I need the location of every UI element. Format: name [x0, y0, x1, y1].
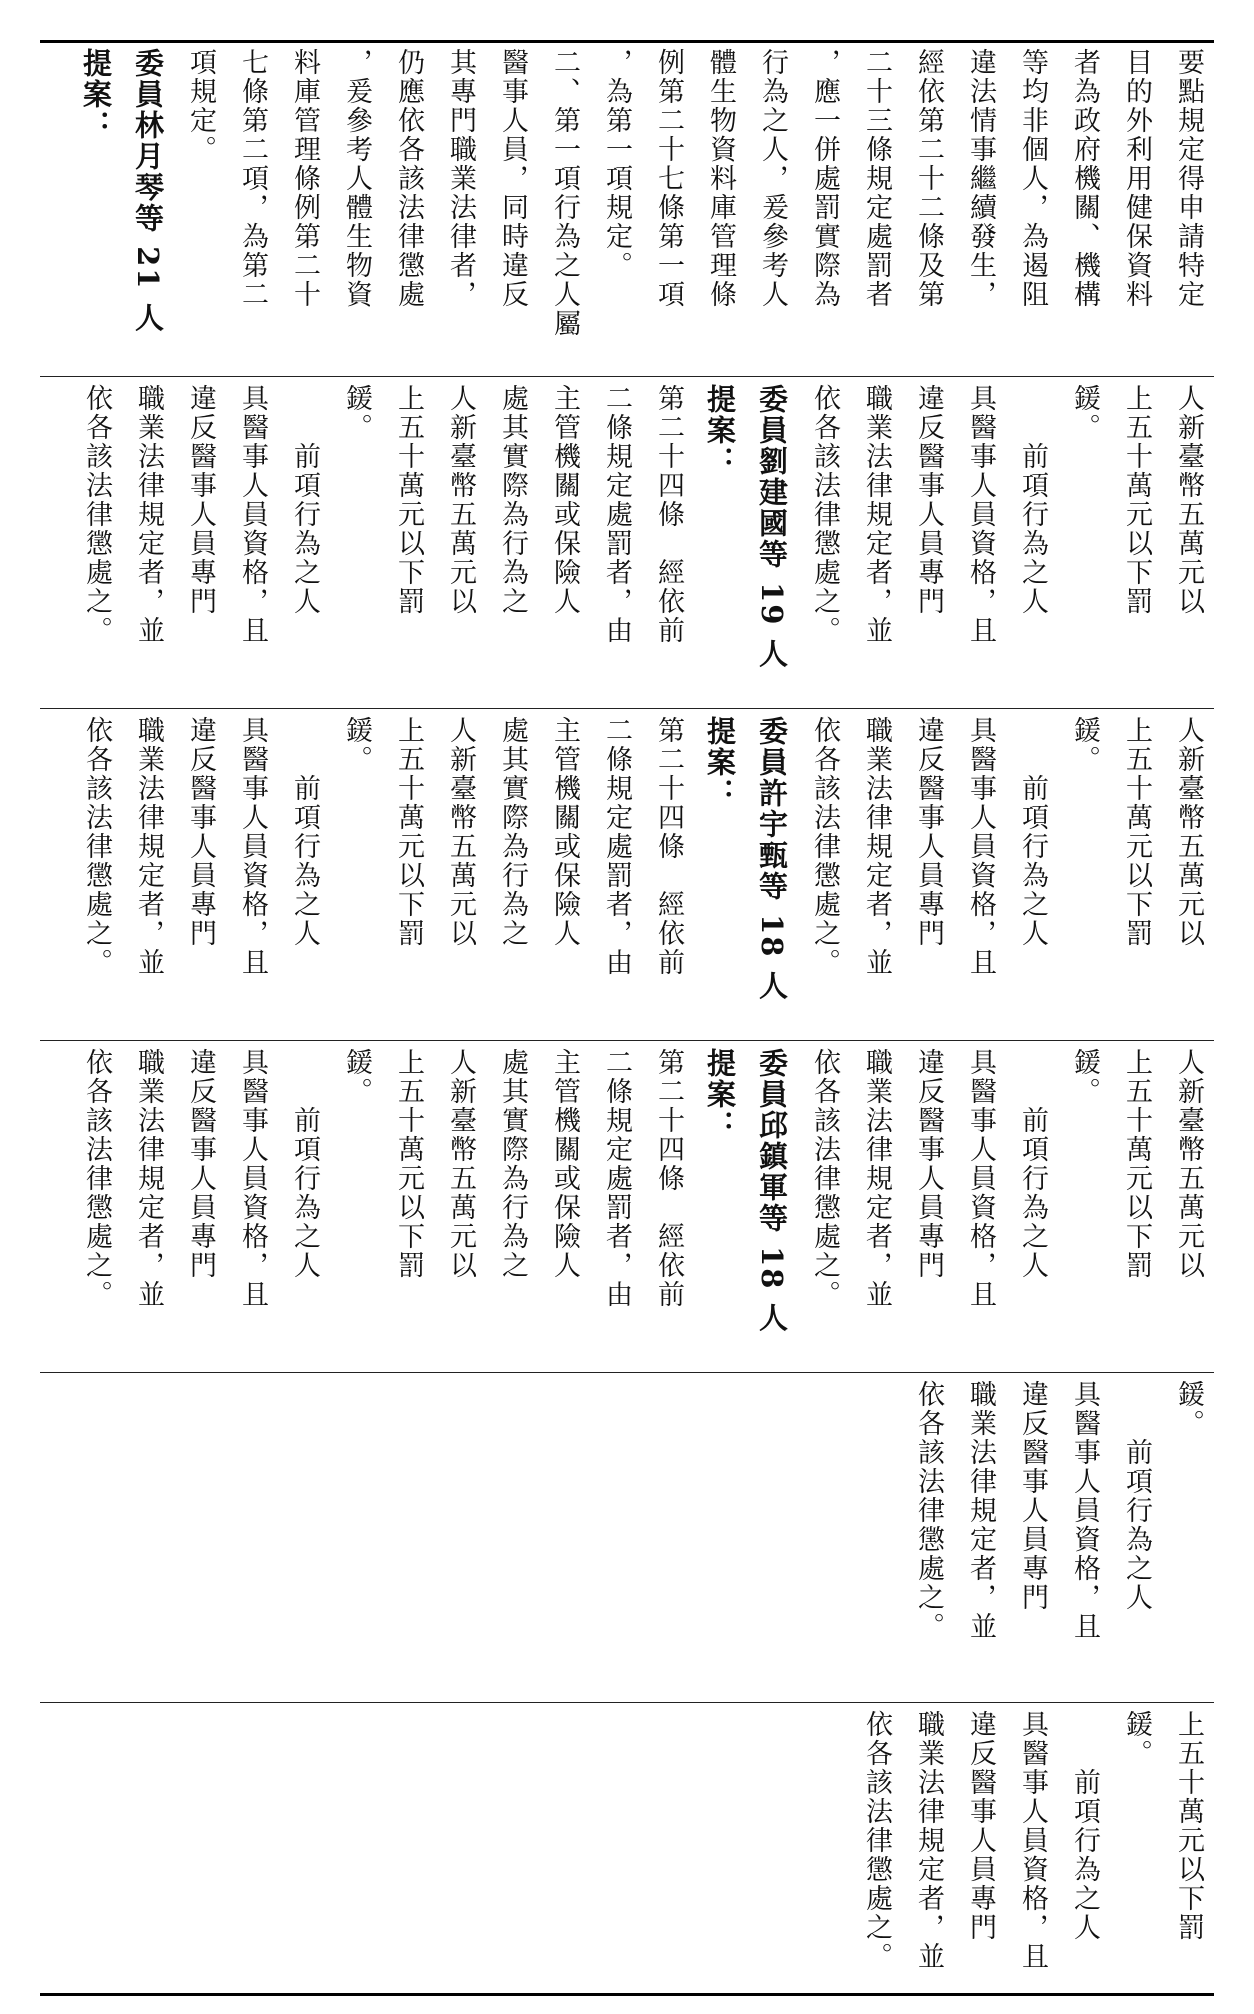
- text-column: 具醫事人員資格，且: [237, 716, 268, 977]
- text-column: ，為第一項規定。: [601, 48, 632, 280]
- section-divider: [40, 708, 1214, 709]
- text-column: 具醫事人員資格，且: [965, 1048, 996, 1309]
- text-column: 二十三條規定處罰者: [861, 48, 892, 309]
- text-column: 者為政府機關、機構: [1069, 48, 1100, 309]
- text-column: 具醫事人員資格，且: [237, 1048, 268, 1309]
- proposer-heading: 提案：: [79, 48, 113, 141]
- text-column: 違反醫事人員專門: [965, 1710, 996, 1942]
- proposer-heading: 委員林月琴等 21 人: [131, 48, 165, 334]
- section-divider: [40, 1702, 1214, 1703]
- text-column: 具醫事人員資格，且: [1017, 1710, 1048, 1971]
- text-column: 具醫事人員資格，且: [237, 384, 268, 645]
- text-column: 職業法律規定者，並: [133, 1048, 164, 1309]
- section-6: [40, 1710, 1214, 1986]
- text-column: 二條規定處罰者，由: [601, 384, 632, 645]
- text-column: 主管機關或保險人: [549, 1048, 580, 1280]
- text-column: 鍰。: [1173, 1380, 1204, 1438]
- text-column: 人新臺幣五萬元以: [1173, 384, 1204, 616]
- text-column: 違法情事繼續發生，: [965, 48, 996, 309]
- section-4: [40, 1048, 1214, 1366]
- proposer-heading: 委員邱鎮軍等 18 人: [755, 1048, 789, 1334]
- text-column: 職業法律規定者，並: [965, 1380, 996, 1641]
- text-column: ，應一併處罰實際為: [809, 48, 840, 309]
- text-column: 鍰。: [341, 1048, 372, 1106]
- text-column: 職業法律規定者，並: [861, 384, 892, 645]
- text-column: 職業法律規定者，並: [913, 1710, 944, 1971]
- text-column: 處其實際為行為之: [497, 1048, 528, 1280]
- text-column: 上五十萬元以下罰: [1173, 1710, 1204, 1942]
- text-column: 前項行為之人: [1121, 1380, 1152, 1612]
- text-column: 職業法律規定者，並: [861, 1048, 892, 1309]
- text-column: 上五十萬元以下罰: [1121, 716, 1152, 948]
- text-column: 鍰。: [1069, 1048, 1100, 1106]
- text-column: 處其實際為行為之: [497, 716, 528, 948]
- text-column: 具醫事人員資格，且: [1069, 1380, 1100, 1641]
- text-column: 第二十四條 經依前: [653, 1048, 684, 1309]
- text-column: 二條規定處罰者，由: [601, 1048, 632, 1309]
- proposer-heading: 委員許宇甄等 18 人: [755, 716, 789, 1002]
- section-5: [40, 1380, 1214, 1698]
- text-column: 第二十四條 經依前: [653, 716, 684, 977]
- proposer-heading: 提案：: [703, 1048, 737, 1141]
- text-column: 違反醫事人員專門: [185, 1048, 216, 1280]
- text-column: 依各該法律懲處之。: [81, 1048, 112, 1309]
- text-column: 職業法律規定者，並: [861, 716, 892, 977]
- section-divider: [40, 376, 1214, 377]
- text-column: ，爰參考人體生物資: [341, 48, 372, 309]
- text-column: 人新臺幣五萬元以: [445, 1048, 476, 1280]
- text-column: 項規定。: [185, 48, 216, 164]
- text-column: 依各該法律懲處之。: [913, 1380, 944, 1641]
- section-1: [40, 48, 1214, 368]
- text-column: 處其實際為行為之: [497, 384, 528, 616]
- text-column: 前項行為之人: [289, 1048, 320, 1280]
- bottom-rule: [40, 1993, 1214, 1996]
- text-column: 人新臺幣五萬元以: [1173, 716, 1204, 948]
- text-column: 前項行為之人: [1017, 384, 1048, 616]
- text-column: 違反醫事人員專門: [913, 716, 944, 948]
- text-column: 依各該法律懲處之。: [809, 384, 840, 645]
- text-column: 上五十萬元以下罰: [393, 716, 424, 948]
- proposer-heading: 提案：: [703, 384, 737, 477]
- text-column: 人新臺幣五萬元以: [445, 384, 476, 616]
- top-rule: [40, 40, 1214, 43]
- text-column: 前項行為之人: [1017, 1048, 1048, 1280]
- text-column: 例第二十七條第一項: [653, 48, 684, 309]
- text-column: 二、第一項行為之人屬: [549, 48, 580, 338]
- text-column: 醫事人員，同時違反: [497, 48, 528, 309]
- text-column: 前項行為之人: [1017, 716, 1048, 948]
- text-column: 鍰。: [1121, 1710, 1152, 1768]
- text-column: 目的外利用健保資料: [1121, 48, 1152, 309]
- text-column: 職業法律規定者，並: [133, 716, 164, 977]
- text-column: 依各該法律懲處之。: [809, 1048, 840, 1309]
- text-column: 上五十萬元以下罰: [393, 384, 424, 616]
- section-divider: [40, 1372, 1214, 1373]
- text-column: 行為之人，爰參考人: [757, 48, 788, 309]
- text-column: 七條第二項，為第二: [237, 48, 268, 309]
- text-column: 主管機關或保險人: [549, 716, 580, 948]
- proposer-heading: 提案：: [703, 716, 737, 809]
- text-column: 違反醫事人員專門: [185, 384, 216, 616]
- proposer-heading: 委員劉建國等 19 人: [755, 384, 789, 670]
- text-column: 鍰。: [341, 716, 372, 774]
- text-column: 體生物資料庫管理條: [705, 48, 736, 309]
- text-column: 鍰。: [1069, 384, 1100, 442]
- text-column: 鍰。: [341, 384, 372, 442]
- text-column: 上五十萬元以下罰: [1121, 384, 1152, 616]
- section-divider: [40, 1040, 1214, 1041]
- text-column: 料庫管理條例第二十: [289, 48, 320, 309]
- text-column: 違反醫事人員專門: [913, 384, 944, 616]
- text-column: 其專門職業法律者，: [445, 48, 476, 309]
- text-column: 依各該法律懲處之。: [81, 384, 112, 645]
- text-column: 第二十四條 經依前: [653, 384, 684, 645]
- text-column: 具醫事人員資格，且: [965, 716, 996, 977]
- text-column: 依各該法律懲處之。: [861, 1710, 892, 1971]
- text-column: 前項行為之人: [1069, 1710, 1100, 1942]
- text-column: 職業法律規定者，並: [133, 384, 164, 645]
- text-column: 依各該法律懲處之。: [81, 716, 112, 977]
- text-column: 違反醫事人員專門: [1017, 1380, 1048, 1612]
- text-column: 人新臺幣五萬元以: [1173, 1048, 1204, 1280]
- text-column: 仍應依各該法律懲處: [393, 48, 424, 309]
- text-column: 人新臺幣五萬元以: [445, 716, 476, 948]
- text-column: 上五十萬元以下罰: [1121, 1048, 1152, 1280]
- text-column: 違反醫事人員專門: [185, 716, 216, 948]
- text-column: 前項行為之人: [289, 384, 320, 616]
- section-2: [40, 384, 1214, 702]
- text-column: 具醫事人員資格，且: [965, 384, 996, 645]
- text-column: 要點規定得申請特定: [1173, 48, 1204, 309]
- section-3: [40, 716, 1214, 1034]
- text-column: 前項行為之人: [289, 716, 320, 948]
- text-column: 鍰。: [1069, 716, 1100, 774]
- text-column: 二條規定處罰者，由: [601, 716, 632, 977]
- text-column: 主管機關或保險人: [549, 384, 580, 616]
- text-column: 經依第二十二條及第: [913, 48, 944, 309]
- text-column: 違反醫事人員專門: [913, 1048, 944, 1280]
- text-column: 等均非個人，為遏阻: [1017, 48, 1048, 309]
- text-column: 上五十萬元以下罰: [393, 1048, 424, 1280]
- text-column: 依各該法律懲處之。: [809, 716, 840, 977]
